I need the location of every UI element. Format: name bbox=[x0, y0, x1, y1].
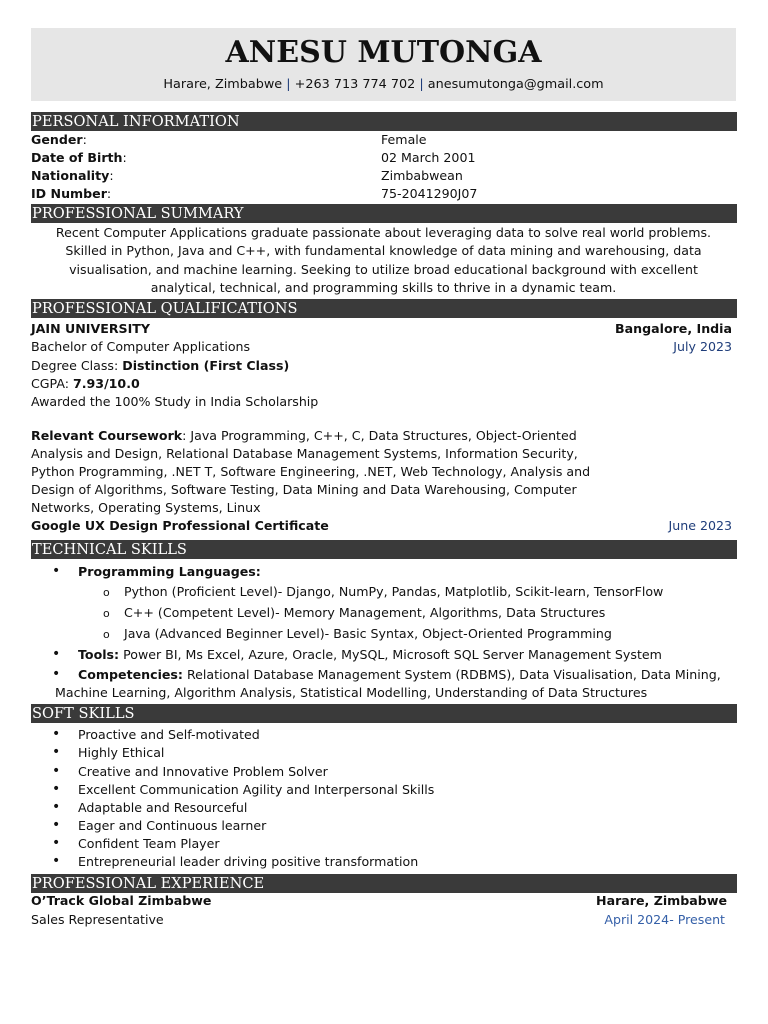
bullet-icon: • bbox=[52, 563, 61, 579]
section-heading-summary: PROFESSIONAL SUMMARY bbox=[31, 204, 737, 223]
section-heading-technical: TECHNICAL SKILLS bbox=[31, 540, 737, 559]
contact-separator: | bbox=[286, 77, 291, 92]
programming-language-item: Python (Proficient Level)- Django, NumPy, Pandas, Matplotlib, Scikit-learn, TensorFlow bbox=[124, 584, 664, 599]
phone-text: +263 713 774 702 bbox=[294, 77, 416, 92]
summary-line: visualisation, and machine learning. Seeking to utilize broad educational background with excellent bbox=[69, 262, 698, 277]
candidate-name: ANESU MUTONGA bbox=[225, 35, 542, 70]
experience-location: Harare, Zimbabwe bbox=[596, 893, 727, 908]
bullet-icon: • bbox=[52, 781, 61, 797]
coursework-line: Relevant Coursework: Java Programming, C++, C, Data Structures, Object-Oriented bbox=[31, 428, 577, 443]
bullet-icon: • bbox=[52, 726, 61, 742]
personal-value-id: 75-2041290J07 bbox=[381, 186, 478, 201]
personal-label-dob: Date of Birth: bbox=[31, 150, 127, 165]
experience-company: O’Track Global Zimbabwe bbox=[31, 893, 212, 908]
bullet-icon: • bbox=[52, 666, 61, 682]
certificate-title: Google UX Design Professional Certificate bbox=[31, 518, 329, 533]
sub-bullet-icon: o bbox=[103, 628, 110, 641]
competencies-line: Machine Learning, Algorithm Analysis, Statistical Modelling, Understanding of Data Structures bbox=[55, 685, 648, 700]
bullet-icon: • bbox=[52, 817, 61, 833]
coursework-line: Python Programming, .NET T, Software Engineering, .NET, Web Technology, Analysis and bbox=[31, 464, 591, 479]
degree-class: Degree Class: Distinction (First Class) bbox=[31, 358, 290, 373]
section-heading-personal: PERSONAL INFORMATION bbox=[31, 112, 737, 131]
programming-languages-label: Programming Languages: bbox=[78, 564, 261, 579]
personal-value-gender: Female bbox=[381, 132, 427, 147]
summary-line: analytical, technical, and programming skills to thrive in a dynamic team. bbox=[150, 280, 617, 295]
soft-skill-item: Adaptable and Resourceful bbox=[78, 800, 248, 815]
degree-title: Bachelor of Computer Applications bbox=[31, 339, 251, 354]
email-link[interactable]: anesumutonga@gmail.com bbox=[427, 77, 604, 92]
section-heading-soft-skills: SOFT SKILLS bbox=[31, 704, 737, 723]
programming-language-item: Java (Advanced Beginner Level)- Basic Syntax, Object-Oriented Programming bbox=[124, 626, 612, 641]
bullet-icon: • bbox=[52, 744, 61, 760]
experience-role: Sales Representative bbox=[31, 912, 164, 927]
sub-bullet-icon: o bbox=[103, 607, 110, 620]
contact-separator: | bbox=[419, 77, 424, 92]
personal-value-nationality: Zimbabwean bbox=[381, 168, 463, 183]
soft-skill-item: Eager and Continuous learner bbox=[78, 818, 267, 833]
coursework-line: Design of Algorithms, Software Testing, Data Mining and Data Warehousing, Computer bbox=[31, 482, 577, 497]
degree-date: July 2023 bbox=[673, 339, 732, 354]
cgpa: CGPA: 7.93/10.0 bbox=[31, 376, 140, 391]
section-heading-experience: PROFESSIONAL EXPERIENCE bbox=[31, 874, 737, 893]
personal-label-id: ID Number: bbox=[31, 186, 112, 201]
competencies-line: Competencies: Relational Database Management System (RDBMS), Data Visualisation, Data Mining, bbox=[78, 667, 721, 682]
experience-dates: April 2024- Present bbox=[604, 912, 725, 927]
soft-skill-item: Proactive and Self-motivated bbox=[78, 727, 260, 742]
soft-skill-item: Creative and Innovative Problem Solver bbox=[78, 764, 328, 779]
coursework-line: Analysis and Design, Relational Database Management Systems, Information Security, bbox=[31, 446, 578, 461]
contact-line bbox=[31, 76, 736, 94]
resume-header bbox=[31, 28, 736, 101]
programming-language-item: C++ (Competent Level)- Memory Management, Algorithms, Data Structures bbox=[124, 605, 606, 620]
coursework-line: Networks, Operating Systems, Linux bbox=[31, 500, 261, 515]
summary-line: Recent Computer Applications graduate passionate about leveraging data to solve real world problems. bbox=[55, 225, 712, 240]
bullet-icon: • bbox=[52, 646, 61, 662]
section-heading-qualifications: PROFESSIONAL QUALIFICATIONS bbox=[31, 299, 737, 318]
location-text: Harare, Zimbabwe bbox=[163, 77, 283, 92]
sub-bullet-icon: o bbox=[103, 586, 110, 599]
certificate-date: June 2023 bbox=[668, 518, 732, 533]
bullet-icon: • bbox=[52, 853, 61, 869]
soft-skill-item: Excellent Communication Agility and Interpersonal Skills bbox=[78, 782, 435, 797]
personal-label-gender: Gender: bbox=[31, 132, 87, 147]
soft-skill-item: Confident Team Player bbox=[78, 836, 220, 851]
bullet-icon: • bbox=[52, 799, 61, 815]
summary-line: Skilled in Python, Java and C++, with fundamental knowledge of data mining and warehousing, data bbox=[65, 243, 702, 258]
personal-label-nationality: Nationality: bbox=[31, 168, 114, 183]
institution-name: JAIN UNIVERSITY bbox=[31, 321, 151, 336]
scholarship-note: Awarded the 100% Study in India Scholarship bbox=[31, 394, 319, 409]
soft-skill-item: Entrepreneurial leader driving positive transformation bbox=[78, 854, 419, 869]
institution-location: Bangalore, India bbox=[615, 321, 732, 336]
soft-skill-item: Highly Ethical bbox=[78, 745, 165, 760]
bullet-icon: • bbox=[52, 835, 61, 851]
bullet-icon: • bbox=[52, 763, 61, 779]
tools-line: Tools: Power BI, Ms Excel, Azure, Oracle, MySQL, Microsoft SQL Server Management System bbox=[78, 647, 662, 662]
personal-value-dob: 02 March 2001 bbox=[381, 150, 476, 165]
